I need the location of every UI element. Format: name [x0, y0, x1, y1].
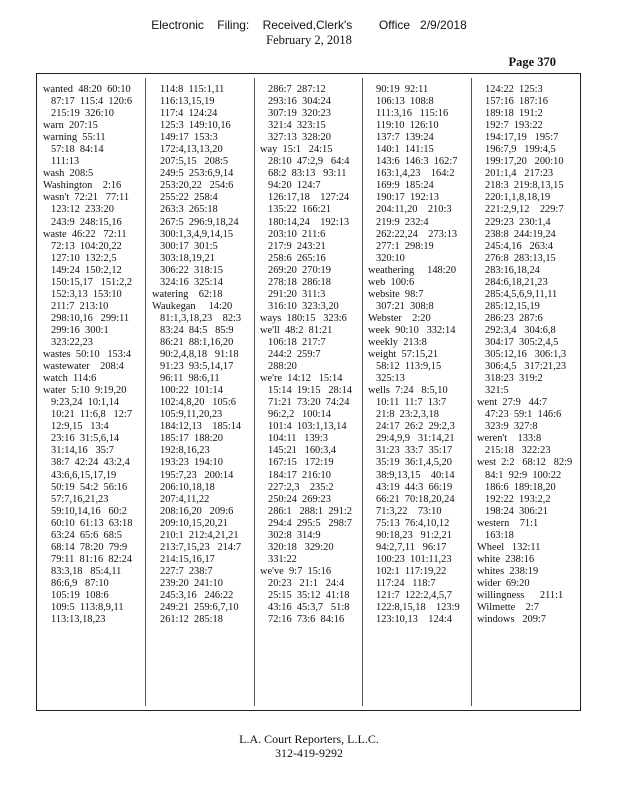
index-entry-line: 239:20 241:10	[160, 577, 223, 589]
index-entry-line: 57:18 84:14	[51, 144, 104, 156]
index-entry-line: 163:18	[485, 529, 514, 541]
index-entry-line: 9:23,24 10:1,14	[51, 397, 120, 409]
index-entry-line: web 100:6	[368, 276, 415, 288]
index-entry-line: 278:18 286:18	[268, 276, 331, 288]
index-entry-line: 100:23 101:11,23	[376, 553, 452, 565]
index-entry-line: 320:10	[376, 252, 405, 264]
index-entry-line: 143:6 146:3 162:7	[376, 156, 458, 168]
filing-date-line: February 2, 2018	[266, 33, 352, 47]
index-entry-line: 300:17 301:5	[160, 240, 218, 252]
index-entry-line: 149:17 153:3	[160, 132, 218, 144]
index-entry-line: 292:3,4 304:6,8	[485, 324, 556, 336]
index-entry-line: 307:21 308:8	[376, 300, 434, 312]
index-column-3	[260, 84, 357, 626]
index-entry-line: 227:2,3 235:2	[268, 481, 334, 493]
index-entry-line: 258:6 265:16	[268, 252, 326, 264]
index-entry-line: 50:19 54:2 56:16	[51, 481, 128, 493]
index-entry-line: week 90:10 332:14	[368, 324, 456, 336]
index-entry-line: 306:4,5 317:21,23	[485, 361, 567, 373]
index-entry-line: 192:22 193:2,2	[485, 493, 551, 505]
index-entry-line: 94:20 124:7	[268, 180, 321, 192]
index-entry-line: 47:23 59:1 146:6	[485, 409, 562, 421]
index-entry-line: 208:16,20 209:6	[160, 505, 234, 517]
index-column-1	[43, 84, 140, 626]
index-entry-line: 302:8 314:9	[268, 529, 321, 541]
index-entry-line: weight 57:15,21	[368, 349, 439, 361]
index-entry-line: 195:7,23 200:14	[160, 469, 234, 481]
index-entry-line: 87:17 115:4 120:6	[51, 96, 133, 108]
index-entry-line: 137:7 139:24	[376, 132, 434, 144]
index-entry-line: we're 14:12 15:14	[260, 373, 343, 385]
index-entry-line: we'll 48:2 81:21	[260, 324, 333, 336]
index-entry-line: whites 238:19	[477, 565, 539, 577]
index-entry-line: 211:7 213:10	[51, 300, 109, 312]
index-entry-line: 286:23 287:6	[485, 312, 543, 324]
index-entry-line: 206:10,18,18	[160, 481, 215, 493]
index-entry-line: Washington 2:16	[43, 180, 122, 192]
index-entry-line: 29:4,9,9 31:14,21	[376, 433, 455, 445]
index-entry-line: wastewater 208:4	[43, 361, 124, 373]
index-entry-line: 238:8 244:19,24	[485, 228, 556, 240]
index-entry-line: Waukegan 14:20	[152, 300, 233, 312]
index-entry-line: 267:5 296:9,18,24	[160, 216, 239, 228]
index-entry-line: 102:4,8,20 105:6	[160, 397, 236, 409]
index-entry-line: 245:4,16 263:4	[485, 240, 554, 252]
index-entry-line: 320:18 329:20	[268, 541, 334, 553]
index-entry-line: western 71:1	[477, 517, 539, 529]
index-entry-line: 114:8 115:1,11	[160, 84, 225, 95]
index-entry-line: 204:11,20 210:3	[376, 204, 452, 216]
index-entry-line: 293:16 304:24	[268, 96, 331, 108]
index-entry-line: 105:19 108:6	[51, 589, 109, 601]
index-entry-line: 323:22,23	[51, 336, 93, 348]
index-entry-line: 331:22	[268, 553, 297, 565]
index-entry-line: 140:1 141:15	[376, 144, 434, 156]
index-entry-line: 71:3,22 73:10	[376, 505, 442, 517]
index-entry-line: 59:10,14,16 60:2	[51, 505, 127, 517]
index-entry-line: 23:16 31:5,6,14	[51, 433, 120, 445]
index-entry-line: 243:9 248:15,16	[51, 216, 122, 228]
index-entry-line: 193:23 194:10	[160, 457, 223, 469]
index-column-4	[368, 84, 465, 626]
index-entry-line: 58:12 113:9,15	[376, 361, 442, 373]
index-entry-line: 96:11 98:6,11	[160, 373, 220, 385]
index-entry-line: 190:17 192:13	[376, 192, 439, 204]
index-entry-line: 169:9 185:24	[376, 180, 434, 192]
index-entry-line: 15:14 19:15 28:14	[268, 385, 352, 397]
index-entry-line: 152:3,13 153:10	[51, 288, 122, 300]
index-column-2	[152, 84, 249, 626]
index-entry-line: 86:21 88:1,16,20	[160, 336, 234, 348]
index-entry-line: warning 55:11	[43, 132, 106, 144]
index-entry-line: 90:19 92:11	[376, 84, 429, 95]
index-entry-line: 276:8 283:13,15	[485, 252, 556, 264]
index-entry-line: 180:14,24 192:13	[268, 216, 350, 228]
index-entry-line: 192:7 193:22	[485, 120, 543, 132]
index-entry-line: went 27:9 44:7	[477, 397, 548, 409]
index-entry-line: 91:23 93:5,14,17	[160, 361, 234, 373]
index-entry-line: 215:19 326:10	[51, 108, 114, 120]
index-entry-line: 43:6,6,15,17,19	[51, 469, 117, 481]
index-entry-line: 104:11 139:3	[268, 433, 328, 445]
index-entry-line: 300:1,3,4,9,14,15	[160, 228, 234, 240]
index-entry-line: 113:13,18,23	[51, 614, 106, 626]
index-entry-line: 286:1 288:1 291:2	[268, 505, 352, 517]
index-entry-line: 210:1 212:4,21,21	[160, 529, 239, 541]
index-entry-line: 323:9 327:8	[485, 421, 538, 433]
index-entry-line: weekly 213:8	[368, 336, 427, 348]
index-entry-line: 298:10,16 299:11	[51, 312, 130, 324]
index-entry-line: 286:7 287:12	[268, 84, 326, 95]
index-entry-line: 63:24 65:6 68:5	[51, 529, 123, 541]
index-entry-line: 57:7,16,21,23	[51, 493, 109, 505]
index-entry-line: 306:22 318:15	[160, 264, 223, 276]
index-entry-line: Wheel 132:11	[477, 541, 541, 553]
index-entry-line: 185:17 188:20	[160, 433, 223, 445]
index-entry-line: white 238:16	[477, 553, 535, 565]
index-entry-line: 299:16 300:1	[51, 324, 109, 336]
index-entry-line: 102:1 117:19,22	[376, 565, 447, 577]
index-entry-line: way 15:1 24:15	[260, 144, 333, 156]
index-entry-line: 150:15,17 151:2,2	[51, 276, 133, 288]
index-entry-line: 288:20	[268, 361, 297, 373]
index-entry-line: 149:24 150:2,12	[51, 264, 122, 276]
index-entry-line: 75:13 76:4,10,12	[376, 517, 450, 529]
index-entry-line: 127:10 132:2,5	[51, 252, 117, 264]
index-entry-line: 194:17,19 195:7	[485, 132, 559, 144]
index-entry-line: 90:2,4,8,18 91:18	[160, 349, 239, 361]
court-reporter-phone: 312-419-9292	[275, 746, 343, 760]
index-entry-line: 83:3,18 85:4,11	[51, 565, 122, 577]
electronic-filing-stamp	[0, 18, 618, 48]
index-entry-line: 184:17 216:10	[268, 469, 331, 481]
index-entry-line: 111:3,16 115:16	[376, 108, 449, 120]
index-entry-line: 124:22 125:3	[485, 84, 543, 95]
index-entry-line: 31:14,16 35:7	[51, 445, 114, 457]
index-entry-line: 207:4,11,22	[160, 493, 210, 505]
index-entry-line: 172:4,13,13,20	[160, 144, 223, 156]
index-entry-line: 213:7,15,23 214:7	[160, 541, 242, 553]
index-entry-line: 192:8,16,23	[160, 445, 210, 457]
index-entry-line: 324:16 325:14	[160, 276, 223, 288]
index-entry-line: watch 114:6	[43, 373, 97, 385]
index-entry-line: 12:9,15 13:4	[51, 421, 109, 433]
index-entry-line: 68:14 78:20 79:9	[51, 541, 128, 553]
column-divider	[145, 78, 146, 706]
index-entry-line: 219:9 232:4	[376, 216, 429, 228]
index-entry-line: waste 46:22 72:11	[43, 228, 127, 240]
page-footer	[0, 732, 618, 760]
filing-received-line: Electronic Filing: Received,Clerk's Office 2/9/2018	[151, 18, 467, 32]
index-entry-line: 68:2 83:13 93:11	[268, 168, 347, 180]
index-entry-line: 100:22 101:14	[160, 385, 223, 397]
index-entry-line: wider 69:20	[477, 577, 530, 589]
index-entry-line: Webster 2:20	[368, 312, 431, 324]
index-entry-line: 214:15,16,17	[160, 553, 215, 565]
index-entry-line: 269:20 270:19	[268, 264, 331, 276]
index-column-5	[477, 84, 574, 626]
index-entry-line: 72:13 104:20,22	[51, 240, 122, 252]
index-entry-line: 277:1 298:19	[376, 240, 434, 252]
index-entry-line: 126:17,18 127:24	[268, 192, 350, 204]
index-entry-line: 304:17 305:2,4,5	[485, 336, 559, 348]
index-entry-line: 25:15 35:12 41:18	[268, 589, 350, 601]
index-entry-line: 244:2 259:7	[268, 349, 321, 361]
index-entry-line: 196:7,9 199:4,5	[485, 144, 556, 156]
index-entry-line: 111:13	[51, 156, 80, 168]
index-entry-line: 220:1,1,8,18,19	[485, 192, 551, 204]
index-entry-line: 101:4 103:1,13,14	[268, 421, 347, 433]
index-entry-line: willingness 211:1	[477, 589, 564, 601]
index-entry-line: 119:10 126:10	[376, 120, 439, 132]
index-entry-line: weathering 148:20	[368, 264, 457, 276]
index-entry-line: 123:10,13 124:4	[376, 614, 452, 626]
index-entry-line: 199:17,20 200:10	[485, 156, 564, 168]
column-divider	[362, 78, 363, 706]
index-entry-line: 284:6,18,21,23	[485, 276, 548, 288]
index-entry-line: 135:22 166:21	[268, 204, 331, 216]
word-index-box	[36, 73, 581, 711]
index-entry-line: 325:13	[376, 373, 405, 385]
index-entry-line: 250:24 269:23	[268, 493, 331, 505]
index-entry-line: 294:4 295:5 298:7	[268, 517, 352, 529]
index-entry-line: 43:19 44:3 66:19	[376, 481, 453, 493]
index-entry-line: 184:12,13 185:14	[160, 421, 242, 433]
index-entry-line: 321:5	[485, 385, 509, 397]
index-entry-line: 207:5,15 208:5	[160, 156, 229, 168]
index-entry-line: 262:22,24 273:13	[376, 228, 458, 240]
index-entry-line: 285:12,15,19	[485, 300, 540, 312]
index-entry-line: 249:5 253:6,9,14	[160, 168, 234, 180]
index-entry-line: 167:15 172:19	[268, 457, 334, 469]
index-entry-line: ways 180:15 323:6	[260, 312, 347, 324]
index-entry-line: 106:18 217:7	[268, 336, 326, 348]
index-entry-line: 96:2,2 100:14	[268, 409, 331, 421]
index-entry-line: 72:16 73:6 84:16	[268, 614, 345, 626]
court-reporter-name: L.A. Court Reporters, L.L.C.	[239, 732, 379, 746]
index-entry-line: 218:3 219:8,13,15	[485, 180, 564, 192]
index-entry-line: 71:21 73:20 74:24	[268, 397, 350, 409]
index-entry-line: 198:24 306:21	[485, 505, 548, 517]
index-entry-line: 24:17 26:2 29:2,3	[376, 421, 455, 433]
index-entry-line: 227:7 238:7	[160, 565, 213, 577]
index-entry-line: warn 207:15	[43, 120, 98, 132]
index-entry-line: 283:16,18,24	[485, 264, 540, 276]
index-entry-line: west 2:2 68:12 82:9	[477, 457, 573, 469]
index-entry-line: 215:18 322:23	[485, 445, 551, 457]
index-entry-line: 35:19 36:1,4,5,20	[376, 457, 452, 469]
index-entry-line: water 5:10 9:19,20	[43, 385, 127, 397]
index-entry-line: 122:8,15,18 123:9	[376, 602, 460, 614]
index-entry-line: 327:13 328:20	[268, 132, 331, 144]
index-entry-line: wanted 48:20 60:10	[43, 84, 131, 95]
index-entry-line: 316:10 323:3,20	[268, 300, 339, 312]
index-entry-line: 43:16 45:3,7 51:8	[268, 602, 350, 614]
index-entry-line: 209:10,15,20,21	[160, 517, 228, 529]
index-entry-line: 201:1,4 217:23	[485, 168, 554, 180]
index-entry-line: 10:11 11:7 13:7	[376, 397, 447, 409]
index-entry-line: 285:4,5,6,9,11,11	[485, 288, 558, 300]
index-entry-line: weren't 133:8	[477, 433, 542, 445]
index-entry-line: 94:2,7,11 96:17	[376, 541, 447, 553]
index-entry-line: 261:12 285:18	[160, 614, 223, 626]
index-entry-line: 60:10 61:13 63:18	[51, 517, 133, 529]
index-entry-line: 217:9 243:21	[268, 240, 326, 252]
index-entry-line: 79:11 81:16 82:24	[51, 553, 133, 565]
index-entry-line: 157:16 187:16	[485, 96, 548, 108]
index-entry-line: 66:21 70:18,20,24	[376, 493, 455, 505]
index-entry-line: wells 7:24 8:5,10	[368, 385, 448, 397]
index-entry-line: 117:4 124:24	[160, 108, 218, 120]
index-entry-line: 10:21 11:6,8 12:7	[51, 409, 133, 421]
index-entry-line: 125:3 149:10,16	[160, 120, 231, 132]
index-entry-line: 291:20 311:3	[268, 288, 326, 300]
index-entry-line: 86:6,9 87:10	[51, 577, 109, 589]
index-entry-line: 106:13 108:8	[376, 96, 434, 108]
index-entry-line: 186:6 189:18,20	[485, 481, 556, 493]
index-entry-line: 253:20,22 254:6	[160, 180, 234, 192]
index-entry-line: 21:8 23:2,3,18	[376, 409, 439, 421]
index-entry-line: 245:3,16 246:22	[160, 589, 234, 601]
index-entry-line: 255:22 258:4	[160, 192, 218, 204]
index-entry-line: wastes 50:10 153:4	[43, 349, 132, 361]
index-entry-line: 305:12,16 306:1,3	[485, 349, 567, 361]
index-entry-line: 303:18,19,21	[160, 252, 215, 264]
page-number: Page 370	[508, 55, 556, 69]
index-entry-line: 31:23 33:7 35:17	[376, 445, 453, 457]
index-entry-line: 121:7 122:2,4,5,7	[376, 589, 452, 601]
index-entry-line: 229:23 230:1,4	[485, 216, 551, 228]
index-entry-line: 307:19 320:23	[268, 108, 331, 120]
index-entry-line: Wilmette 2:7	[477, 602, 539, 614]
column-divider	[254, 78, 255, 706]
index-entry-line: 318:23 319:2	[485, 373, 543, 385]
index-entry-line: 263:3 265:18	[160, 204, 218, 216]
index-entry-line: 249:21 259:6,7,10	[160, 602, 239, 614]
index-entry-line: 105:9,11,20,23	[160, 409, 223, 421]
index-entry-line: 28:10 47:2,9 64:4	[268, 156, 350, 168]
index-entry-line: 116:13,15,19	[160, 96, 215, 108]
index-entry-line: 117:24 118:7	[376, 577, 436, 589]
index-entry-line: we've 9:7 15:16	[260, 565, 332, 577]
index-entry-line: 84:1 92:9 100:22	[485, 469, 562, 481]
index-entry-line: 123:12 233:20	[51, 204, 114, 216]
index-entry-line: 163:1,4,23 164:2	[376, 168, 455, 180]
index-entry-line: watering 62:18	[152, 288, 223, 300]
index-entry-line: wash 208:5	[43, 168, 94, 180]
column-divider	[471, 78, 472, 706]
index-entry-line: 81:1,3,18,23 82:3	[160, 312, 242, 324]
index-entry-line: 109:5 113:8,9,11	[51, 602, 124, 614]
index-entry-line: 38:7 42:24 43:2,4	[51, 457, 130, 469]
index-entry-line: 145:21 160:3,4	[268, 445, 337, 457]
index-entry-line: wasn't 72:21 77:11	[43, 192, 130, 204]
index-entry-line: 38:9,13,15 40:14	[376, 469, 455, 481]
index-entry-line: 189:18 191:2	[485, 108, 543, 120]
index-entry-line: 90:18,23 91:2,21	[376, 529, 452, 541]
index-entry-line: 203:10 211:6	[268, 228, 326, 240]
index-entry-line: website 98:7	[368, 288, 424, 300]
index-entry-line: 83:24 84:5 85:9	[160, 324, 234, 336]
index-entry-line: 221:2,9,12 229:7	[485, 204, 564, 216]
index-entry-line: 321:4 323:15	[268, 120, 326, 132]
index-entry-line: 20:23 21:1 24:4	[268, 577, 345, 589]
index-entry-line: windows 209:7	[477, 614, 546, 626]
